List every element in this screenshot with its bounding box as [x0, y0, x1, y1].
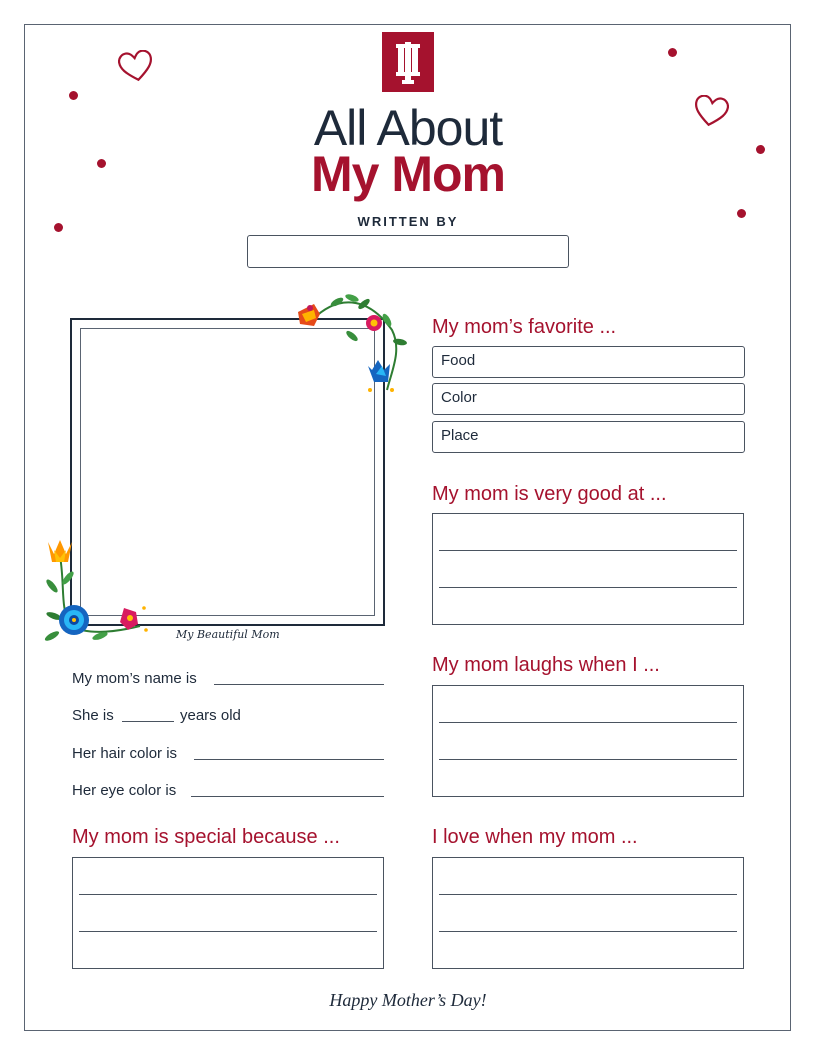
writing-line	[439, 550, 737, 551]
favorite-color-label: Color	[441, 389, 477, 406]
favorite-place-label: Place	[441, 427, 479, 444]
flower-decoration-icon	[292, 290, 414, 402]
writing-line	[79, 931, 377, 932]
hair-color-label: Her hair color is	[72, 745, 178, 762]
favorite-food-field[interactable]	[432, 346, 745, 378]
age-prefix-label: She is	[72, 707, 114, 724]
writing-line	[79, 894, 377, 895]
photo-caption: My Beautiful Mom	[176, 628, 280, 641]
eye-color-answer-line[interactable]	[191, 796, 384, 797]
university-logo	[382, 32, 434, 92]
trident-logo-icon	[382, 32, 434, 92]
special-box[interactable]	[72, 857, 384, 969]
writing-line	[439, 587, 737, 588]
writing-line	[439, 894, 737, 895]
writing-line	[439, 759, 737, 760]
hair-color-answer-line[interactable]	[194, 759, 384, 760]
writing-line	[439, 722, 737, 723]
good-at-box[interactable]	[432, 513, 744, 625]
footer-message: Happy Mother’s Day!	[329, 990, 487, 1010]
love-box[interactable]	[432, 857, 744, 969]
love-heading: I love when my mom ...	[432, 826, 638, 848]
eye-color-label: Her eye color is	[72, 782, 177, 799]
special-heading: My mom is special because ...	[72, 826, 340, 848]
written-by-field[interactable]	[247, 235, 569, 268]
laughs-heading: My mom laughs when I ...	[432, 654, 660, 676]
favorite-place-field[interactable]	[432, 421, 745, 453]
title-line-2: My Mom	[311, 146, 505, 202]
writing-line	[439, 931, 737, 932]
favorites-heading: My mom’s favorite ...	[432, 316, 617, 338]
good-at-heading: My mom is very good at ...	[432, 483, 667, 505]
decor-dot	[668, 48, 677, 57]
title-line-1: All About	[313, 100, 503, 156]
age-answer-line[interactable]	[122, 721, 174, 722]
favorite-food-label: Food	[441, 352, 476, 369]
age-suffix-label: years old	[180, 707, 241, 724]
heart-icon	[118, 50, 154, 84]
laughs-box[interactable]	[432, 685, 744, 797]
written-by-label: WRITTEN BY	[357, 214, 459, 229]
name-label: My mom’s name is	[72, 670, 197, 687]
name-answer-line[interactable]	[214, 684, 384, 685]
favorite-color-field[interactable]	[432, 383, 745, 415]
flower-decoration-icon	[40, 536, 152, 654]
